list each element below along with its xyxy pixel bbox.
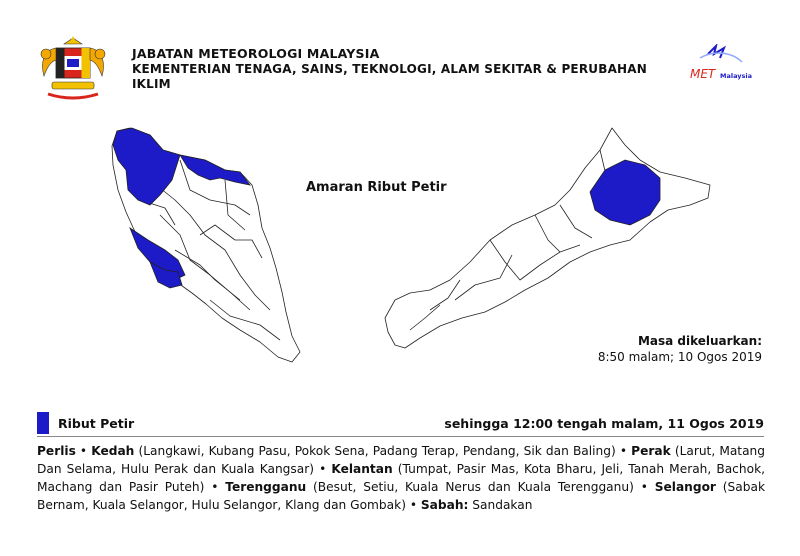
issued-time: 8:50 malam; 10 Ogos 2019: [597, 350, 762, 364]
issued-label: Masa dikeluarkan:: [637, 334, 762, 348]
met-logo-subtext: Malaysia: [720, 72, 752, 80]
warning-type-label: Ribut Petir: [58, 416, 135, 431]
map-title: Amaran Ribut Petir: [306, 180, 447, 195]
district-list: (Larut, Matang Dan Selama, Hulu Perak dan Kuala Kangsar): [37, 444, 766, 476]
district-list: Sandakan: [472, 498, 533, 512]
met-logo-text: MET: [690, 67, 716, 81]
warning-area-list: Perlis • Kedah (Langkawi, Kubang Pasu, Pokok Sena, Padang Terap, Pendang, Sik dan Baling) • Perak (Larut, Matang Dan Selama, Hulu Perak dan Kuala Kangsar) • Kelantan (Tumpat, Pasir Mas, Kota Bharu, Jeli, Tanah Merah, Bachok, Machang dan Pasir Puteh) • Terengganu (Besut, Setiu, Kuala Nerus dan Kuala Terengganu) • Selangor (Sabak Bernam, Kuala Selangor, Hulu Selangor, Klang dan Gombak) • Sabah: Sandakan: [37, 444, 766, 512]
state-name: Kelantan: [331, 462, 393, 476]
borneo-outline: [385, 128, 710, 348]
state-name: Perlis: [37, 444, 76, 458]
district-list: (Tumpat, Pasir Mas, Kota Bharu, Jeli, Tanah Merah, Bachok, Machang dan Pasir Puteh): [37, 462, 765, 494]
district-list: (Sabak Bernam, Kuala Selangor, Hulu Selangor, Klang dan Gombak): [37, 480, 766, 512]
warning-legend-swatch: [37, 412, 49, 434]
district-list: (Besut, Setiu, Kuala Nerus dan Kuala Terengganu): [313, 480, 634, 494]
ministry-name-cont: IKLIM: [132, 77, 171, 91]
divider: [37, 436, 764, 437]
state-name: Sabah:: [420, 498, 469, 512]
org-name: JABATAN METEOROLOGI MALAYSIA: [132, 46, 380, 61]
state-name: Kedah: [91, 444, 135, 458]
district-list: (Langkawi, Kubang Pasu, Pokok Sena, Padang Terap, Pendang, Sik dan Baling): [138, 444, 616, 458]
state-name: Terengganu: [225, 480, 307, 494]
state-name: Selangor: [654, 480, 716, 494]
valid-until-text: sehingga 12:00 tengah malam, 11 Ogos 2019: [444, 416, 764, 431]
state-name: Perak: [631, 444, 671, 458]
ministry-name: KEMENTERIAN TENAGA, SAINS, TEKNOLOGI, ALAM SEKITAR & PERUBAHAN: [132, 62, 648, 76]
